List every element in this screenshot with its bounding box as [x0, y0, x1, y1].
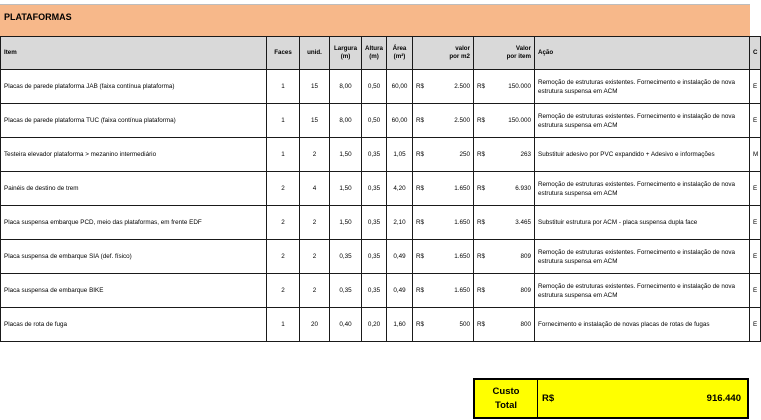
- cell-valor-item[interactable]: R$ 150.000: [474, 104, 535, 138]
- cell-largura[interactable]: 0,35: [330, 274, 362, 308]
- cell-faces[interactable]: 1: [267, 70, 300, 104]
- table-row: [1, 206, 761, 240]
- cell-altura[interactable]: 0,35: [362, 138, 387, 172]
- cell-largura[interactable]: 1,50: [330, 138, 362, 172]
- cell-area[interactable]: 60,00: [387, 70, 413, 104]
- cell-acao[interactable]: Remoção de estruturas existentes. Fornecimento e instalação de nova estrutura suspensa em ACM: [535, 172, 750, 206]
- section-title: PLATAFORMAS: [4, 12, 72, 22]
- cell-unid[interactable]: 15: [300, 104, 330, 138]
- cell-unid[interactable]: 4: [300, 172, 330, 206]
- cell-acao[interactable]: Substituir adesivo por PVC expandido + Adesivo e informações: [535, 138, 750, 172]
- cell-valor-m2[interactable]: R$ 2.500: [413, 104, 474, 138]
- cell-valor-m2[interactable]: R$ 250: [413, 138, 474, 172]
- total-value: 916.440: [706, 393, 741, 404]
- cell-valor-item[interactable]: R$ 150.000: [474, 70, 535, 104]
- cell-unid[interactable]: 2: [300, 240, 330, 274]
- cell-unid[interactable]: 2: [300, 274, 330, 308]
- cell-item[interactable]: Placas de parede plataforma JAB (faixa contínua plataforma): [1, 70, 267, 104]
- cell-faces[interactable]: 2: [267, 274, 300, 308]
- cell-faces[interactable]: 1: [267, 138, 300, 172]
- cell-area[interactable]: 0,49: [387, 274, 413, 308]
- cell-altura[interactable]: 0,35: [362, 172, 387, 206]
- cell-acao[interactable]: Substituir estrutura por ACM - placa suspensa dupla face: [535, 206, 750, 240]
- cell-altura[interactable]: 0,50: [362, 70, 387, 104]
- cell-valor-m2[interactable]: R$ 1.650: [413, 274, 474, 308]
- cell-faces[interactable]: 1: [267, 104, 300, 138]
- table-row: [1, 104, 761, 138]
- cell-largura[interactable]: 8,00: [330, 104, 362, 138]
- cell-faces[interactable]: 1: [267, 308, 300, 342]
- table-row: [1, 172, 761, 206]
- cell-acao[interactable]: Remoção de estruturas existentes. Fornecimento e instalação de nova estrutura suspensa em ACM: [535, 70, 750, 104]
- cell-faces[interactable]: 2: [267, 206, 300, 240]
- cell-unid[interactable]: 15: [300, 70, 330, 104]
- cell-acao[interactable]: Remoção de estruturas existentes. Fornecimento e instalação de nova estrutura suspensa em ACM: [535, 104, 750, 138]
- cell-largura[interactable]: 0,40: [330, 308, 362, 342]
- cell-valor-item[interactable]: R$ 800: [474, 308, 535, 342]
- cell-valor-item[interactable]: R$ 263: [474, 138, 535, 172]
- header-altura[interactable]: Altura (m): [362, 37, 387, 70]
- cell-valor-m2[interactable]: R$ 1.650: [413, 206, 474, 240]
- cell-extra[interactable]: E: [750, 308, 761, 342]
- items-table: [0, 36, 761, 342]
- cell-area[interactable]: 60,00: [387, 104, 413, 138]
- header-unid[interactable]: unid.: [300, 37, 330, 70]
- cell-extra[interactable]: E: [750, 172, 761, 206]
- table-row: [1, 240, 761, 274]
- cell-faces[interactable]: 2: [267, 240, 300, 274]
- cell-extra[interactable]: E: [750, 104, 761, 138]
- cell-item[interactable]: Placa suspensa embarque PCD, meio das plataformas, em frente EDF: [1, 206, 267, 240]
- total-value-cell[interactable]: [538, 380, 747, 417]
- header-faces[interactable]: Faces: [267, 37, 300, 70]
- cell-largura[interactable]: 8,00: [330, 70, 362, 104]
- cell-altura[interactable]: 0,35: [362, 240, 387, 274]
- header-item[interactable]: Item: [1, 37, 267, 70]
- cell-valor-m2[interactable]: R$ 1.650: [413, 172, 474, 206]
- total-label: Custo Total: [475, 380, 538, 417]
- cell-item[interactable]: Placas de parede plataforma TUC (faixa contínua plataforma): [1, 104, 267, 138]
- cell-area[interactable]: 2,10: [387, 206, 413, 240]
- header-acao[interactable]: Ação: [535, 37, 750, 70]
- cell-area[interactable]: 1,60: [387, 308, 413, 342]
- top-row-strip: [0, 0, 750, 5]
- cell-faces[interactable]: 2: [267, 172, 300, 206]
- cell-extra[interactable]: E: [750, 206, 761, 240]
- cell-valor-item[interactable]: R$ 6.930: [474, 172, 535, 206]
- cell-acao[interactable]: Remoção de estruturas existentes. Fornecimento e instalação de nova estrutura suspensa em ACM: [535, 274, 750, 308]
- header-row: [1, 37, 761, 70]
- cell-altura[interactable]: 0,20: [362, 308, 387, 342]
- cell-valor-m2[interactable]: R$ 1.650: [413, 240, 474, 274]
- cell-largura[interactable]: 0,35: [330, 240, 362, 274]
- cell-area[interactable]: 4,20: [387, 172, 413, 206]
- cell-acao[interactable]: Remoção de estruturas existentes. Fornecimento e instalação de nova estrutura suspensa em ACM: [535, 240, 750, 274]
- cell-valor-item[interactable]: R$ 809: [474, 240, 535, 274]
- cell-extra[interactable]: M: [750, 138, 761, 172]
- header-valor-m2[interactable]: valor por m2: [413, 37, 474, 70]
- cell-altura[interactable]: 0,35: [362, 206, 387, 240]
- cell-item[interactable]: Placa suspensa de embarque SIA (def. físico): [1, 240, 267, 274]
- header-valor-item[interactable]: Valor por item: [474, 37, 535, 70]
- total-cost-box: [473, 378, 749, 419]
- cell-largura[interactable]: 1,50: [330, 206, 362, 240]
- cell-unid[interactable]: 2: [300, 138, 330, 172]
- table-row: [1, 274, 761, 308]
- cell-area[interactable]: 0,49: [387, 240, 413, 274]
- cell-altura[interactable]: 0,35: [362, 274, 387, 308]
- cell-unid[interactable]: 20: [300, 308, 330, 342]
- cell-extra[interactable]: E: [750, 274, 761, 308]
- cell-unid[interactable]: 2: [300, 206, 330, 240]
- cell-largura[interactable]: 1,50: [330, 172, 362, 206]
- section-title-band: [0, 0, 750, 37]
- cell-area[interactable]: 1,05: [387, 138, 413, 172]
- cell-altura[interactable]: 0,50: [362, 104, 387, 138]
- cell-valor-item[interactable]: R$ 809: [474, 274, 535, 308]
- header-area[interactable]: Área (m²): [387, 37, 413, 70]
- cell-item[interactable]: Testeira elevador plataforma > mezanino intermediário: [1, 138, 267, 172]
- cell-item[interactable]: Painéis de destino de trem: [1, 172, 267, 206]
- cell-item[interactable]: Placa suspensa de embarque BIKE: [1, 274, 267, 308]
- cell-valor-m2[interactable]: R$ 2.500: [413, 70, 474, 104]
- table-row: [1, 308, 761, 342]
- cell-item[interactable]: Placas de rota de fuga: [1, 308, 267, 342]
- cell-extra[interactable]: E: [750, 240, 761, 274]
- table-row: [1, 70, 761, 104]
- cell-extra[interactable]: E: [750, 70, 761, 104]
- cell-acao[interactable]: Fornecimento e instalação de novas placas de rotas de fugas: [535, 308, 750, 342]
- table-row: [1, 138, 761, 172]
- header-extra[interactable]: C: [750, 37, 761, 70]
- cell-valor-item[interactable]: R$ 3.465: [474, 206, 535, 240]
- header-largura[interactable]: Largura (m): [330, 37, 362, 70]
- total-currency: R$: [542, 393, 555, 404]
- cell-valor-m2[interactable]: R$ 500: [413, 308, 474, 342]
